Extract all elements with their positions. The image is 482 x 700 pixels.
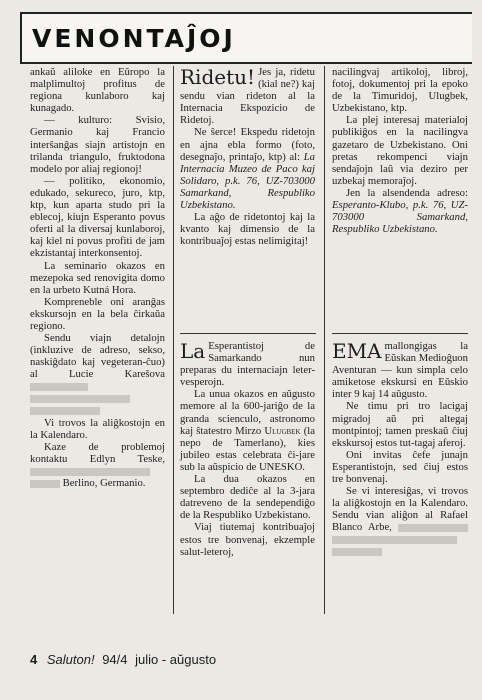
paragraph — [30, 332, 165, 417]
paragraph-text: Jes ja, ridetu (kial ne?) kaj sendu vian rideton al la Internacia Ekspozicio de Ridetoj. — [180, 66, 315, 127]
column-divider — [173, 66, 174, 614]
column-2 — [180, 66, 315, 247]
article-heading: EMA — [332, 339, 382, 363]
paragraph — [30, 441, 165, 489]
column-3-lower — [332, 340, 468, 558]
article-separator — [332, 333, 468, 334]
section-title: VENONTAĴOJ — [32, 24, 236, 53]
paragraph: Viaj tiutemaj kontribuaĵoj estos tre bonvenaj, ekzemple salut-leteroj, — [180, 521, 315, 558]
magazine-name: Saluton! — [46, 652, 95, 667]
paragraph — [332, 485, 468, 558]
paragraph-text: Berlino, Germanio. — [62, 477, 146, 490]
paragraph: — politiko, ekonomio, edukado, sekureco, juro, ktp, ktp, kun aparta studo pri la eblecoj, kiujn Esperanto povus oferti al la diversaj kunlaboroj, kaj kiel ni povus profiti de jam ekzistantaj interkonsentoj. — [30, 174, 165, 260]
paragraph — [332, 340, 468, 400]
paragraph: La seminario okazos en mezepoka sed renovigita domo en la urbeto Kutná Hora. — [30, 259, 165, 296]
paragraph: nacilingvaj artikoloj, libroj, fotoj, dokumentoj pri la epoko de la Timuridoj, Ulugbek, Uzbekistano, ktp. — [332, 66, 468, 115]
paragraph-text: mallongigas la Eŭskan Medioĝuon Aventuran — kun simpla celo amiketose ekskursi en Eŭskio inter 9 kaj 14 aŭgusto. — [332, 340, 468, 401]
paragraph-text: Sendu viajn detalojn (inkluzive de adreso, sekso, naskiĝdato kaj vegeteran-ĉuo) al Lucie Karešova — [30, 332, 165, 381]
redacted-address — [30, 383, 88, 391]
paragraph-text: Se vi interesiĝas, vi trovos la aliĝkostojn en la Kalendaro. Sendu vian aliĝon al Rafael Blanco Arbe, — [332, 485, 468, 534]
paragraph: Kompreneble oni aranĝas ekskursojn en la bela ĉirkaŭa regiono. — [30, 295, 165, 332]
paragraph — [180, 388, 315, 473]
article-heading: La — [180, 339, 206, 363]
paragraph — [180, 126, 315, 211]
redacted-address — [30, 468, 150, 476]
column-3 — [332, 66, 468, 235]
article-separator — [180, 333, 316, 334]
paragraph — [180, 66, 315, 126]
paragraph: La dua okazos en septembro dediĉe al la 3-jara datreveno de la sendependiĝo de la Respubliko Uzbekistano. — [180, 473, 315, 522]
paragraph: ankaŭ aliloke en Eŭropo la malplimultoj profitus de regiona kunlaboro kaj kunagado. — [30, 66, 165, 115]
paragraph-text: (la nepo de Tamerlano), kies jubileo estas celebrata ĉi-jare sub la aŭspicio de UNESKO. — [180, 424, 315, 473]
paragraph — [332, 187, 468, 235]
paragraph: Ne timu pri tro lacigaj migradoj aŭ pri altegaj montpintoj; tamen preskaŭ ĉiuj ekskursoj estos tut-tagaj aferoj. — [332, 400, 468, 449]
paragraph: La plej interesaj materialoj publikiĝos en la nacilingva gazetaro de Uzbekistano. Oni pretas rekompenci viajn sendaĵojn laŭ via deziro per uzbekaj memoraĵoj. — [332, 114, 468, 187]
address-text: Esperanto-Klubo, p.k. 76, UZ-703000 Samarkand, Respubliko Uzbekistano. — [332, 199, 468, 236]
paragraph-text: La unua okazos en aŭgusto memore al la 600-jariĝo de la granda scienculo, astronomo kaj ŝtatestro Mirzo — [180, 388, 315, 437]
redacted-address — [30, 407, 100, 415]
issue-number: 94/4 — [102, 652, 128, 667]
redacted-address — [398, 524, 468, 532]
redacted-address — [332, 536, 457, 544]
address-text: La Internacia Muzeo de Paco kaj Solidaro, p.k. 76, UZ-703000 Samarkand, Respubliko Uzbekistano. — [180, 150, 316, 212]
column-1 — [30, 66, 165, 489]
paragraph-text: Jen la alsendenda adreso: — [346, 186, 468, 199]
issue-months: julio - aŭgusto — [135, 652, 217, 667]
paragraph-text: Kaze de problemoj kontaktu Edlyn Teske, — [30, 440, 165, 465]
paragraph: Oni invitas ĉefe junajn Esperantistojn, sed ĉiuj estos tre bonvenaj. — [332, 448, 468, 486]
paragraph: — kulturo: Svisio, Germanio kaj Francio interŝanĝas siajn artistojn en trilanda triangulo, fruktodona modelo por aliaj regionoj! — [30, 114, 165, 175]
page-footer — [30, 652, 470, 667]
column-divider — [324, 66, 325, 614]
paragraph-text: Ne ŝerce! Ekspedu ridetojn en ajna ebla formo (foto, desegnaĵo, printaĵo, ktp) al: — [180, 126, 315, 163]
paragraph: Vi trovos la aliĝkostojn en la Kalendaro. — [30, 416, 165, 441]
page-number: 4 — [30, 652, 38, 667]
redacted-address — [30, 395, 130, 403]
redacted-address — [30, 480, 60, 488]
paragraph-text: Esperantistoj de Samarkando nun preparas du internaciajn leter-vesperojn. — [180, 340, 315, 389]
redacted-address — [332, 548, 382, 556]
article-heading: Ridetu! — [180, 65, 256, 89]
section-header — [20, 12, 472, 64]
person-name: Ulugbek — [264, 424, 301, 437]
column-2-lower — [180, 340, 315, 558]
paragraph — [180, 340, 315, 388]
paragraph: La aĝo de ridetontoj kaj la kvanto kaj dimensio de la kontribuaĵoj estas nelimigitaj! — [180, 211, 315, 248]
